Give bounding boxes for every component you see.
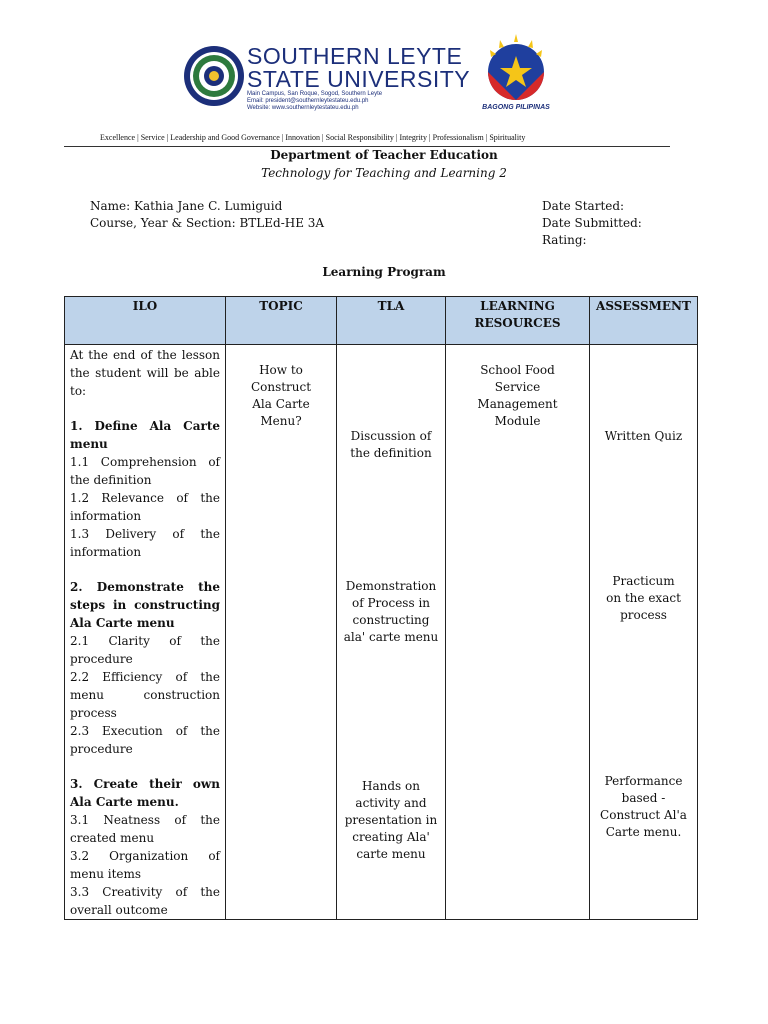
date-info	[542, 198, 642, 249]
subject-title: Technology for Teaching and Learning 2	[261, 166, 507, 180]
date-submitted: Date Submitted:	[542, 216, 642, 230]
core-values-line: Excellence | Service | Leadership and Good Governance | Innovation | Social Responsibility | Integrity | Professionalism | Spirituality	[100, 133, 526, 142]
ilo-3-1: 3.1 Neatness of the created menu	[70, 813, 220, 845]
ilo-2-2: 2.2 Efficiency of the menu construction process	[70, 670, 220, 720]
header-learning-resources: LEARNING RESOURCES	[446, 297, 590, 345]
university-email: Email: president@southernleytestateu.edu.ph	[247, 98, 369, 104]
ilo-2-1: 2.1 Clarity of the procedure	[70, 634, 220, 666]
ilo-3-title: 3. Create their own Ala Carte menu.	[70, 777, 220, 809]
university-seal-logo	[183, 45, 245, 107]
ilo-3-3: 3.3 Creativity of the overall outcome	[70, 885, 220, 917]
ilo-1-2: 1.2 Relevance of the information	[70, 491, 220, 523]
university-website: Website: www.southernleytestateu.edu.ph	[247, 105, 359, 111]
university-name-line2: STATE UNIVERSITY	[247, 66, 471, 92]
ilo-1-title: 1. Define Ala Carte menu	[70, 419, 220, 451]
letterhead	[0, 0, 768, 142]
topic-text: How to Construct Ala Carte Menu?	[250, 363, 312, 428]
ilo-intro: At the end of the lesson the student will be able to:	[70, 348, 220, 398]
resources-cell	[446, 345, 590, 920]
ilo-2-3: 2.3 Execution of the procedure	[70, 724, 220, 756]
student-name: Name: Kathia Jane C. Lumiguid	[90, 199, 283, 213]
bagong-pilipinas-logo	[476, 30, 556, 110]
tla-cell	[337, 345, 446, 920]
header-topic: TOPIC	[226, 297, 337, 345]
ilo-3-2: 3.2 Organization of menu items	[70, 849, 220, 881]
university-name-block	[247, 44, 470, 112]
header-assessment: ASSESSMENT	[590, 297, 698, 345]
ilo-1-1: 1.1 Comprehension of the definition	[70, 455, 220, 487]
course-section: Course, Year & Section: BTLEd-HE 3A	[90, 216, 325, 230]
table-row	[65, 345, 698, 920]
assessment-1: Written Quiz	[604, 429, 683, 443]
topic-cell	[226, 345, 337, 920]
table-header-row	[65, 297, 698, 345]
campus-address: Main Campus, San Roque, Sogod, Southern Leyte	[247, 91, 383, 97]
university-name-line1: SOUTHERN LEYTE	[247, 43, 463, 69]
assessment-3: Performance based - Construct Al'a Carte menu.	[600, 774, 687, 839]
ilo-2-title: 2. Demonstrate the steps in constructing Ala Carte menu	[70, 580, 220, 630]
header-ilo: ILO	[65, 297, 226, 345]
bagong-pilipinas-text: BAGONG PILIPINAS	[482, 104, 550, 111]
header-divider	[64, 146, 670, 147]
date-started: Date Started:	[542, 199, 625, 213]
rating: Rating:	[542, 233, 587, 247]
tla-1: Discussion of the definition	[350, 429, 432, 460]
learning-program-table	[64, 296, 698, 920]
tla-3: Hands on activity and presentation in creating Ala' carte menu	[344, 779, 438, 861]
header-tla: TLA	[337, 297, 446, 345]
department-title: Department of Teacher Education	[270, 148, 498, 162]
tla-2: Demonstration of Process in constructing ala' carte menu	[343, 579, 439, 644]
ilo-cell	[65, 345, 226, 920]
ilo-1-3: 1.3 Delivery of the information	[70, 527, 220, 559]
resources-text: School Food Service Management Module	[477, 363, 558, 428]
learning-program-title: Learning Program	[322, 265, 446, 279]
assessment-2: Practicum on the exact process	[606, 574, 681, 622]
student-info	[90, 198, 324, 232]
assessment-cell	[590, 345, 698, 920]
